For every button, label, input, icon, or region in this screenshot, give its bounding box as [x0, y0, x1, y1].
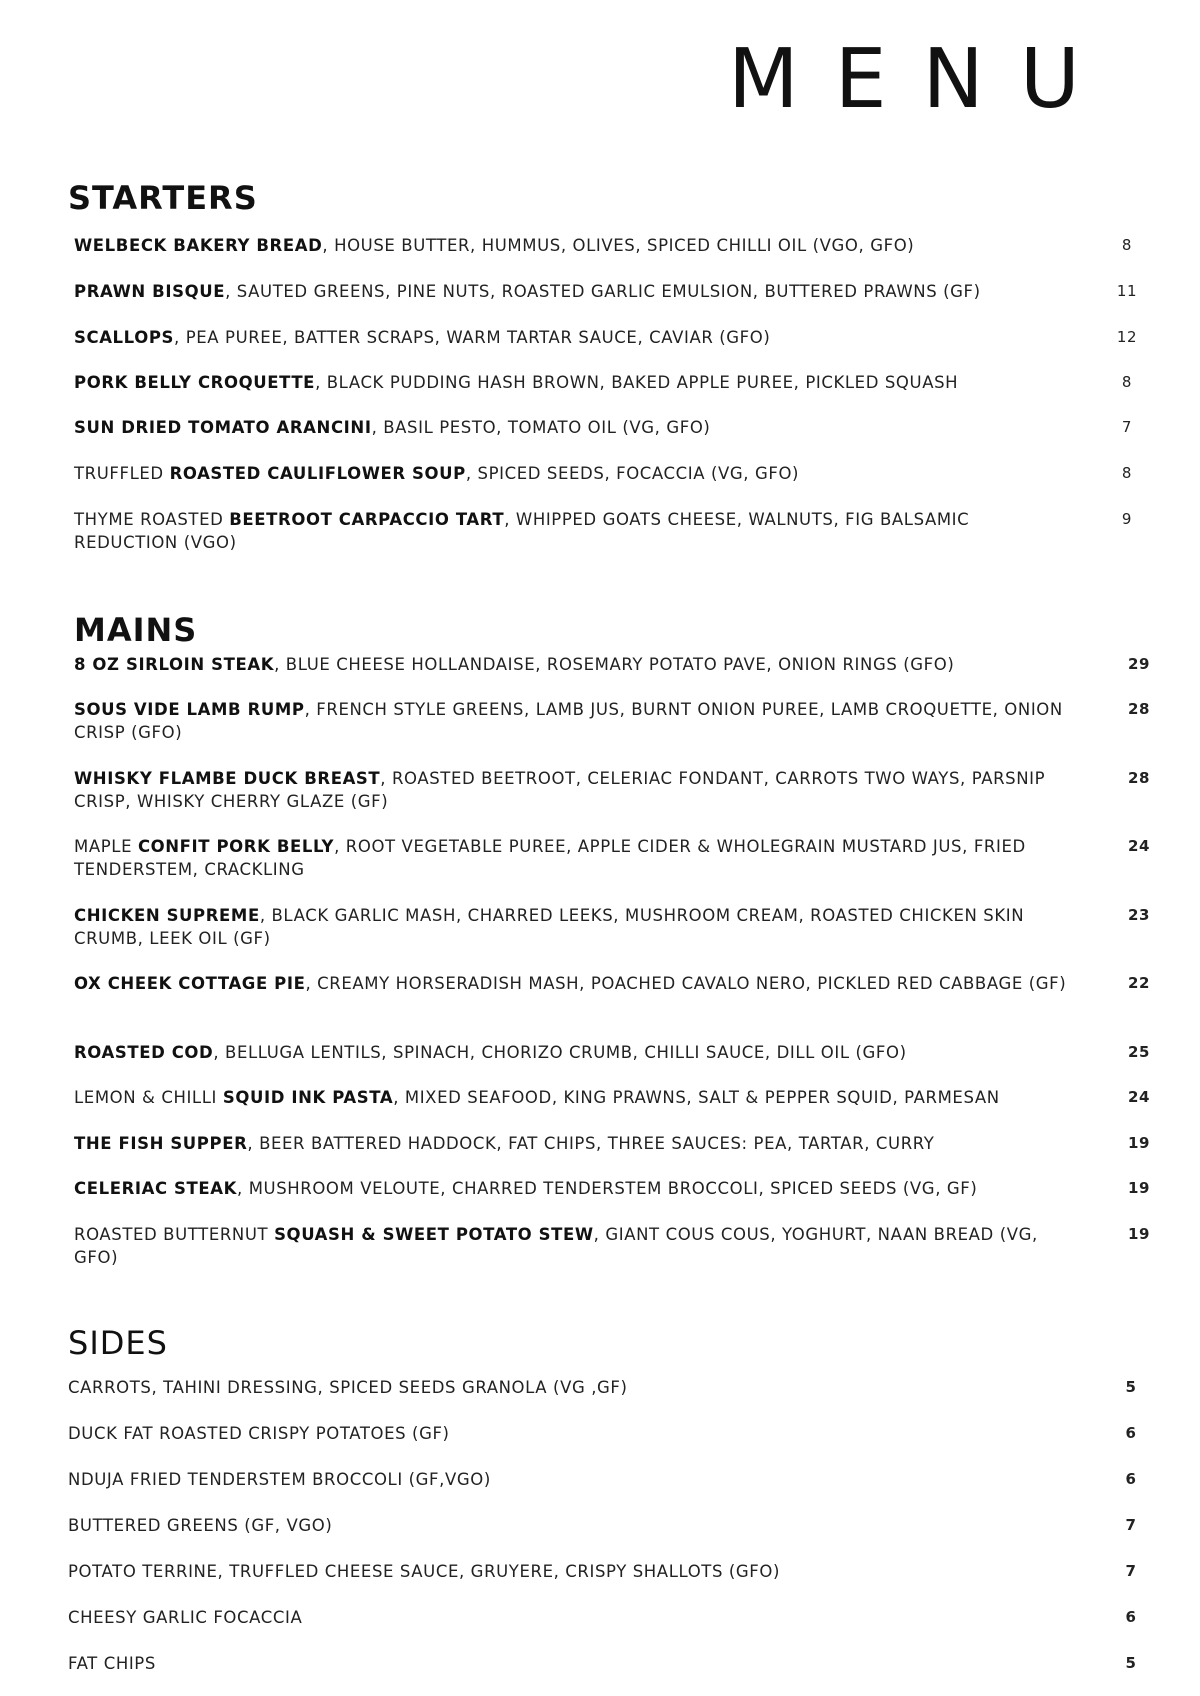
- item-price: 28: [1127, 769, 1151, 787]
- item-prefix: TRUFFLED: [74, 464, 170, 483]
- menu-title: MENU: [728, 32, 1116, 127]
- item-price: 8: [1121, 236, 1133, 254]
- item-name: 8 OZ SIRLOIN STEAK: [74, 655, 275, 674]
- item-price: 5: [1125, 1654, 1137, 1672]
- item-price: 24: [1127, 837, 1151, 855]
- item-description: [68, 1376, 1068, 1399]
- item-price: 8: [1121, 464, 1133, 482]
- starters-heading: STARTERS: [68, 179, 258, 217]
- item-name: WELBECK BAKERY BREAD: [74, 236, 323, 255]
- item-name: CELERIAC STEAK: [74, 1179, 237, 1198]
- item-details: , GIANT COUS COUS, YOGHURT, NAAN BREAD (VG, GFO): [74, 1225, 1038, 1267]
- item-description: [74, 1223, 1074, 1269]
- item-name: ROASTED CAULIFLOWER SOUP: [169, 464, 466, 483]
- item-name: THE FISH SUPPER: [74, 1134, 248, 1153]
- item-details: , ROASTED BEETROOT, CELERIAC FONDANT, CARROTS TWO WAYS, PARSNIP CRISP, WHISKY CHERRY GLAZE (GF): [74, 769, 1046, 811]
- item-price: 11: [1116, 282, 1138, 300]
- item-price: 19: [1127, 1179, 1151, 1197]
- item-details: , HOUSE BUTTER, HUMMUS, OLIVES, SPICED CHILLI OIL (VGO, GFO): [322, 236, 915, 255]
- item-description: [74, 508, 1034, 554]
- item-price: 19: [1127, 1134, 1151, 1152]
- item-price: 29: [1127, 655, 1151, 673]
- item-description: [74, 835, 1074, 881]
- item-description: [68, 1652, 1068, 1675]
- item-description: [68, 1514, 1068, 1537]
- item-details: , SPICED SEEDS, FOCACCIA (VG, GFO): [465, 464, 800, 483]
- item-details: , SAUTED GREENS, PINE NUTS, ROASTED GARLIC EMULSION, BUTTERED PRAWNS (GF): [225, 282, 981, 301]
- item-name: SUN DRIED TOMATO ARANCINI: [74, 418, 372, 437]
- item-name: OX CHEEK COTTAGE PIE: [74, 974, 306, 993]
- item-details: , ROOT VEGETABLE PUREE, APPLE CIDER & WHOLEGRAIN MUSTARD JUS, FRIED TENDERSTEM, CRACKLING: [74, 837, 1026, 879]
- item-prefix: ROASTED BUTTERNUT: [74, 1225, 275, 1244]
- item-prefix: LEMON & CHILLI: [74, 1088, 223, 1107]
- item-prefix: FAT CHIPS: [68, 1654, 156, 1673]
- item-prefix: NDUJA FRIED TENDERSTEM BROCCOLI (GF,VGO): [68, 1470, 491, 1489]
- item-prefix: DUCK FAT ROASTED CRISPY POTATOES (GF): [68, 1424, 450, 1443]
- item-description: [74, 767, 1074, 813]
- item-details: , WHIPPED GOATS CHEESE, WALNUTS, FIG BALSAMIC REDUCTION (VGO): [74, 510, 970, 552]
- item-name: PRAWN BISQUE: [74, 282, 226, 301]
- item-prefix: POTATO TERRINE, TRUFFLED CHEESE SAUCE, GRUYERE, CRISPY SHALLOTS (GFO): [68, 1562, 781, 1581]
- item-description: [74, 1086, 1074, 1109]
- item-details: , CREAMY HORSERADISH MASH, POACHED CAVALO NERO, PICKLED RED CABBAGE (GF): [305, 974, 1067, 993]
- item-name: SQUASH & SWEET POTATO STEW: [274, 1225, 594, 1244]
- item-description: [68, 1468, 1068, 1491]
- item-price: 23: [1127, 906, 1151, 924]
- item-description: [68, 1606, 1068, 1629]
- item-prefix: BUTTERED GREENS (GF, VGO): [68, 1516, 333, 1535]
- item-details: , BLACK GARLIC MASH, CHARRED LEEKS, MUSHROOM CREAM, ROASTED CHICKEN SKIN CRUMB, LEEK OIL (GF): [74, 906, 1025, 948]
- item-name: ROASTED COD: [74, 1043, 214, 1062]
- item-description: [74, 904, 1074, 950]
- item-name: SQUID INK PASTA: [222, 1088, 394, 1107]
- item-details: , MIXED SEAFOOD, KING PRAWNS, SALT & PEPPER SQUID, PARMESAN: [393, 1088, 1000, 1107]
- item-name: CHICKEN SUPREME: [74, 906, 260, 925]
- item-description: [74, 416, 1034, 439]
- item-price: 22: [1127, 974, 1151, 992]
- item-price: 25: [1127, 1043, 1151, 1061]
- item-price: 7: [1121, 418, 1133, 436]
- item-description: [74, 326, 1034, 349]
- item-details: , BASIL PESTO, TOMATO OIL (VG, GFO): [371, 418, 711, 437]
- mains-heading: MAINS: [74, 611, 198, 649]
- item-description: [74, 234, 1034, 257]
- item-price: 5: [1125, 1378, 1137, 1396]
- item-name: BEETROOT CARPACCIO TART: [229, 510, 505, 529]
- item-price: 6: [1125, 1608, 1137, 1626]
- item-details: , PEA PUREE, BATTER SCRAPS, WARM TARTAR SAUCE, CAVIAR (GFO): [174, 328, 771, 347]
- item-name: SOUS VIDE LAMB RUMP: [74, 700, 305, 719]
- item-prefix: CARROTS, TAHINI DRESSING, SPICED SEEDS GRANOLA (VG ,GF): [68, 1378, 628, 1397]
- item-price: 28: [1127, 700, 1151, 718]
- item-name: SCALLOPS: [74, 328, 175, 347]
- item-description: [74, 280, 1034, 303]
- item-price: 8: [1121, 373, 1133, 391]
- item-description: [74, 972, 1074, 995]
- item-description: [68, 1560, 1068, 1583]
- item-details: , FRENCH STYLE GREENS, LAMB JUS, BURNT ONION PUREE, LAMB CROQUETTE, ONION CRISP (GFO): [74, 700, 1063, 742]
- item-prefix: CHEESY GARLIC FOCACCIA: [68, 1608, 303, 1627]
- item-price: 9: [1121, 510, 1133, 528]
- item-details: , BLUE CHEESE HOLLANDAISE, ROSEMARY POTATO PAVE, ONION RINGS (GFO): [274, 655, 955, 674]
- item-details: , BEER BATTERED HADDOCK, FAT CHIPS, THREE SAUCES: PEA, TARTAR, CURRY: [247, 1134, 935, 1153]
- item-price: 7: [1125, 1516, 1137, 1534]
- sides-heading: SIDES: [68, 1324, 168, 1362]
- item-details: , BELLUGA LENTILS, SPINACH, CHORIZO CRUMB, CHILLI SAUCE, DILL OIL (GFO): [213, 1043, 907, 1062]
- item-description: [74, 1132, 1074, 1155]
- item-description: [68, 1422, 1068, 1445]
- item-name: PORK BELLY CROQUETTE: [74, 373, 316, 392]
- item-price: 6: [1125, 1424, 1137, 1442]
- item-details: , MUSHROOM VELOUTE, CHARRED TENDERSTEM BROCCOLI, SPICED SEEDS (VG, GF): [237, 1179, 978, 1198]
- item-prefix: THYME ROASTED: [74, 510, 230, 529]
- item-description: [74, 698, 1074, 744]
- item-description: [74, 371, 1034, 394]
- item-prefix: MAPLE: [74, 837, 138, 856]
- item-description: [74, 462, 1034, 485]
- item-description: [74, 653, 1074, 676]
- item-price: 19: [1127, 1225, 1151, 1243]
- item-price: 24: [1127, 1088, 1151, 1106]
- item-description: [74, 1041, 1074, 1064]
- item-price: 6: [1125, 1470, 1137, 1488]
- item-price: 12: [1116, 328, 1138, 346]
- item-price: 7: [1125, 1562, 1137, 1580]
- item-name: WHISKY FLAMBE DUCK BREAST: [74, 769, 381, 788]
- item-description: [74, 1177, 1074, 1200]
- item-details: , BLACK PUDDING HASH BROWN, BAKED APPLE PUREE, PICKLED SQUASH: [315, 373, 959, 392]
- item-name: CONFIT PORK BELLY: [137, 837, 335, 856]
